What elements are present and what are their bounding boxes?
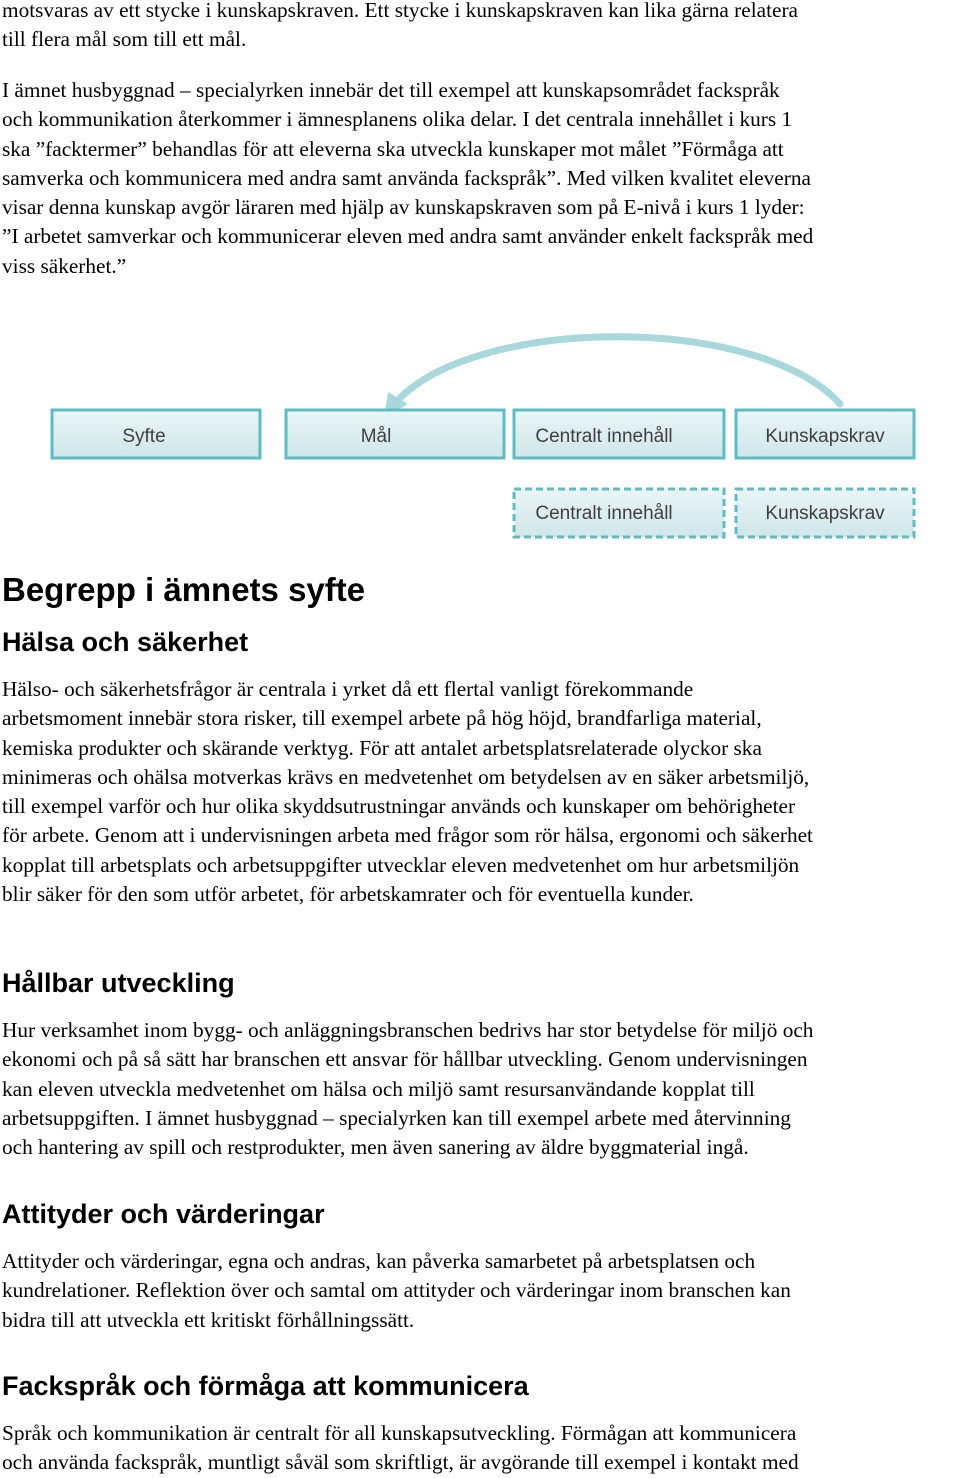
subsection-heading: Hälsa och säkerhet xyxy=(2,627,249,657)
text-line: samverka och kommunicera med andra samt använda fackspråk”. Med vilken kvalitet eleverna xyxy=(2,165,811,190)
text-line: viss säkerhet.” xyxy=(2,253,127,278)
subsection-heading: Attityder och värderingar xyxy=(2,1199,325,1229)
text-line: kan eleven utveckla medvetenhet om hälsa och miljö samt resursanvändande kopplat till xyxy=(2,1076,755,1101)
intro-paragraph-2 xyxy=(0,76,813,281)
dashed-box-kunskapskrav xyxy=(736,489,914,537)
box-label: Kunskapskrav xyxy=(765,503,885,524)
text-line: och kommunikation återkommer i ämnesplanens olika delar. I det centrala innehållet i kurs 1 xyxy=(2,107,793,132)
intro-paragraph-1 xyxy=(0,0,798,55)
box-mal xyxy=(286,410,504,458)
text-line: motsvaras av ett stycke i kunskapskraven. Ett stycke i kunskapskraven kan lika gärna relatera xyxy=(2,0,799,22)
text-line: till exempel varför och hur olika skyddsutrustningar används och kunskaper om behörigheter xyxy=(2,794,796,819)
subsection-heading: Fackspråk och förmåga att kommunicera xyxy=(2,1371,529,1401)
subsection-paragraph xyxy=(0,1419,799,1478)
text-line: Språk och kommunikation är centralt för all kunskapsutveckling. Förmågan att kommunicera xyxy=(2,1421,797,1445)
curriculum-diagram xyxy=(0,300,960,550)
text-line: kopplat till arbetsplats och arbetsuppgifter utvecklar eleven medvetenhet om hur arbetsmiljön xyxy=(2,852,800,877)
subsection-paragraph xyxy=(0,1016,813,1162)
box-label: Centralt innehåll xyxy=(535,426,673,447)
text-line: ekonomi och på så sätt har branschen ett ansvar för hållbar utveckling. Genom undervisningen xyxy=(2,1047,808,1072)
dashed-box-centralt-innehall xyxy=(514,489,724,537)
box-label: Syfte xyxy=(122,426,166,447)
box-centralt-innehall xyxy=(514,410,724,458)
box-label: Centralt innehåll xyxy=(535,503,673,524)
text-line: blir säker för den som utför arbetet, för arbetskamrater och för eventuella kunder. xyxy=(2,882,694,907)
text-line: och använda fackspråk, muntligt såväl som skriftligt, är avgörande till exempel i kontakt med xyxy=(2,1450,799,1475)
text-line: för arbete. Genom att i undervisningen arbeta med frågor som rör hälsa, ergonomi och säkerhet xyxy=(2,823,813,848)
subsection-heading: Hållbar utveckling xyxy=(2,968,235,998)
subsection-paragraph xyxy=(0,1247,791,1335)
text-line: Hur verksamhet inom bygg- och anläggningsbranschen bedrivs har stor betydelse för miljö och xyxy=(2,1018,814,1042)
feedback-arrow xyxy=(398,337,840,404)
text-line: Hälso- och säkerhetsfrågor är centrala i yrket då ett flertal vanligt förekommande xyxy=(2,677,694,701)
text-line: kemiska produkter och skärande verktyg. För att antalet arbetsplatsrelaterade olyckor ska xyxy=(2,735,762,760)
box-syfte xyxy=(52,410,260,458)
text-line: minimeras och ohälsa motverkas krävs en medvetenhet om betydelsen av en säker arbetsmiljö, xyxy=(2,764,810,789)
text-line: till flera mål som till ett mål. xyxy=(2,27,247,52)
text-line: och hantering av spill och restprodukter, men även sanering av äldre byggmaterial ingå. xyxy=(2,1135,749,1160)
box-label: Mål xyxy=(360,426,392,447)
text-line: ska ”facktermer” behandlas för att eleverna ska utveckla kunskaper mot målet ”Förmåga att xyxy=(2,136,784,161)
box-kunskapskrav xyxy=(736,410,914,458)
text-line: bidra till att utveckla ett kritiskt förhållningssätt. xyxy=(2,1307,415,1332)
section-title: Begrepp i ämnets syfte xyxy=(2,571,366,608)
box-label: Kunskapskrav xyxy=(765,426,885,447)
subsection-paragraph xyxy=(0,675,813,909)
text-line: kundrelationer. Reflektion över och samtal om attityder och värderingar inom branschen kan xyxy=(2,1278,791,1303)
text-line: I ämnet husbyggnad – specialyrken innebär det till exempel att kunskapsområdet fackspråk xyxy=(2,78,780,102)
text-line: Attityder och värderingar, egna och andras, kan påverka samarbetet på arbetsplatsen och xyxy=(2,1249,756,1273)
text-line: arbetsuppgiften. I ämnet husbyggnad – specialyrken kan till exempel arbete med återvinning xyxy=(2,1105,791,1130)
text-line: visar denna kunskap avgör läraren med hjälp av kunskapskraven som på E-nivå i kurs 1 lyder: xyxy=(2,195,805,220)
text-line: ”I arbetet samverkar och kommunicerar eleven med andra samt använder enkelt fackspråk med xyxy=(2,224,814,249)
text-line: arbetsmoment innebär stora risker, till exempel arbete på hög höjd, brandfarliga material, xyxy=(2,706,762,731)
